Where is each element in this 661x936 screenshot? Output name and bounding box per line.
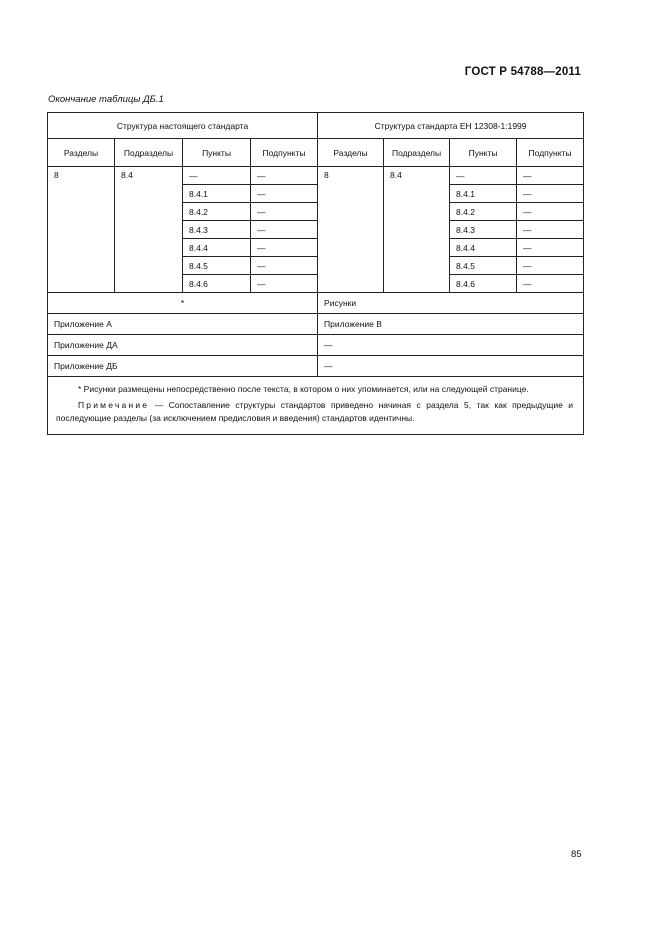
col-header: Подразделы <box>115 139 183 167</box>
page-number: 85 <box>571 849 582 860</box>
subclause-right: — <box>517 167 584 185</box>
table-notes <box>48 377 584 435</box>
note-paragraph <box>56 399 573 425</box>
col-header: Пункты <box>450 139 517 167</box>
clause-left: 8.4.5 <box>183 257 251 275</box>
subclause-right: — <box>517 221 584 239</box>
annex-left: Приложение А <box>48 314 318 335</box>
clause-right: 8.4.5 <box>450 257 517 275</box>
subclause-left: — <box>251 167 318 185</box>
clause-right: 8.4.1 <box>450 185 517 203</box>
table-caption: Окончание таблицы ДБ.1 <box>48 94 164 105</box>
table-row <box>48 314 584 335</box>
table-row <box>48 356 584 377</box>
footnote: * Рисунки размещены непосредственно после текста, в котором о них упоминается, или на следующей странице. <box>78 384 529 394</box>
note-text: — Сопоставление структуры стандартов приведено начиная с раздела 5, так как предыдущие и последующие разделы (за исключением предисловия и введения) стандартов идентичны. <box>56 400 574 423</box>
subclause-left: — <box>251 203 318 221</box>
clause-right: 8.4.4 <box>450 239 517 257</box>
figures-right: Рисунки <box>318 293 584 314</box>
annex-right: — <box>318 335 584 356</box>
annex-left: Приложение ДБ <box>48 356 318 377</box>
note-label: Примечание <box>78 400 150 410</box>
subclause-right: — <box>517 257 584 275</box>
figures-left: * <box>48 293 318 314</box>
clause-right: 8.4.3 <box>450 221 517 239</box>
subclause-left: — <box>251 257 318 275</box>
subclause-left: — <box>251 185 318 203</box>
section-left: 8 <box>48 167 115 293</box>
clause-right: — <box>450 167 517 185</box>
col-header: Разделы <box>318 139 384 167</box>
subclause-left: — <box>251 275 318 293</box>
col-header: Подпункты <box>517 139 584 167</box>
subsection-right: 8.4 <box>384 167 450 293</box>
table-row <box>48 167 584 185</box>
clause-right: 8.4.2 <box>450 203 517 221</box>
subsection-left: 8.4 <box>115 167 183 293</box>
table-row <box>48 335 584 356</box>
table-row <box>48 293 584 314</box>
clause-left: 8.4.2 <box>183 203 251 221</box>
document-id: ГОСТ Р 54788—2011 <box>464 66 581 78</box>
clause-right: 8.4.6 <box>450 275 517 293</box>
subclause-right: — <box>517 275 584 293</box>
group-header-right: Структура стандарта ЕН 12308-1:1999 <box>318 113 584 139</box>
clause-left: — <box>183 167 251 185</box>
clause-left: 8.4.6 <box>183 275 251 293</box>
col-header: Пункты <box>183 139 251 167</box>
comparison-table <box>47 112 584 435</box>
col-header: Подпункты <box>251 139 318 167</box>
clause-left: 8.4.4 <box>183 239 251 257</box>
annex-right: — <box>318 356 584 377</box>
subclause-right: — <box>517 185 584 203</box>
col-header: Подразделы <box>384 139 450 167</box>
subclause-right: — <box>517 239 584 257</box>
clause-left: 8.4.1 <box>183 185 251 203</box>
col-header: Разделы <box>48 139 115 167</box>
subclause-right: — <box>517 203 584 221</box>
annex-left: Приложение ДА <box>48 335 318 356</box>
subclause-left: — <box>251 239 318 257</box>
subclause-left: — <box>251 221 318 239</box>
annex-right: Приложение В <box>318 314 584 335</box>
group-header-left: Структура настоящего стандарта <box>48 113 318 139</box>
clause-left: 8.4.3 <box>183 221 251 239</box>
section-right: 8 <box>318 167 384 293</box>
